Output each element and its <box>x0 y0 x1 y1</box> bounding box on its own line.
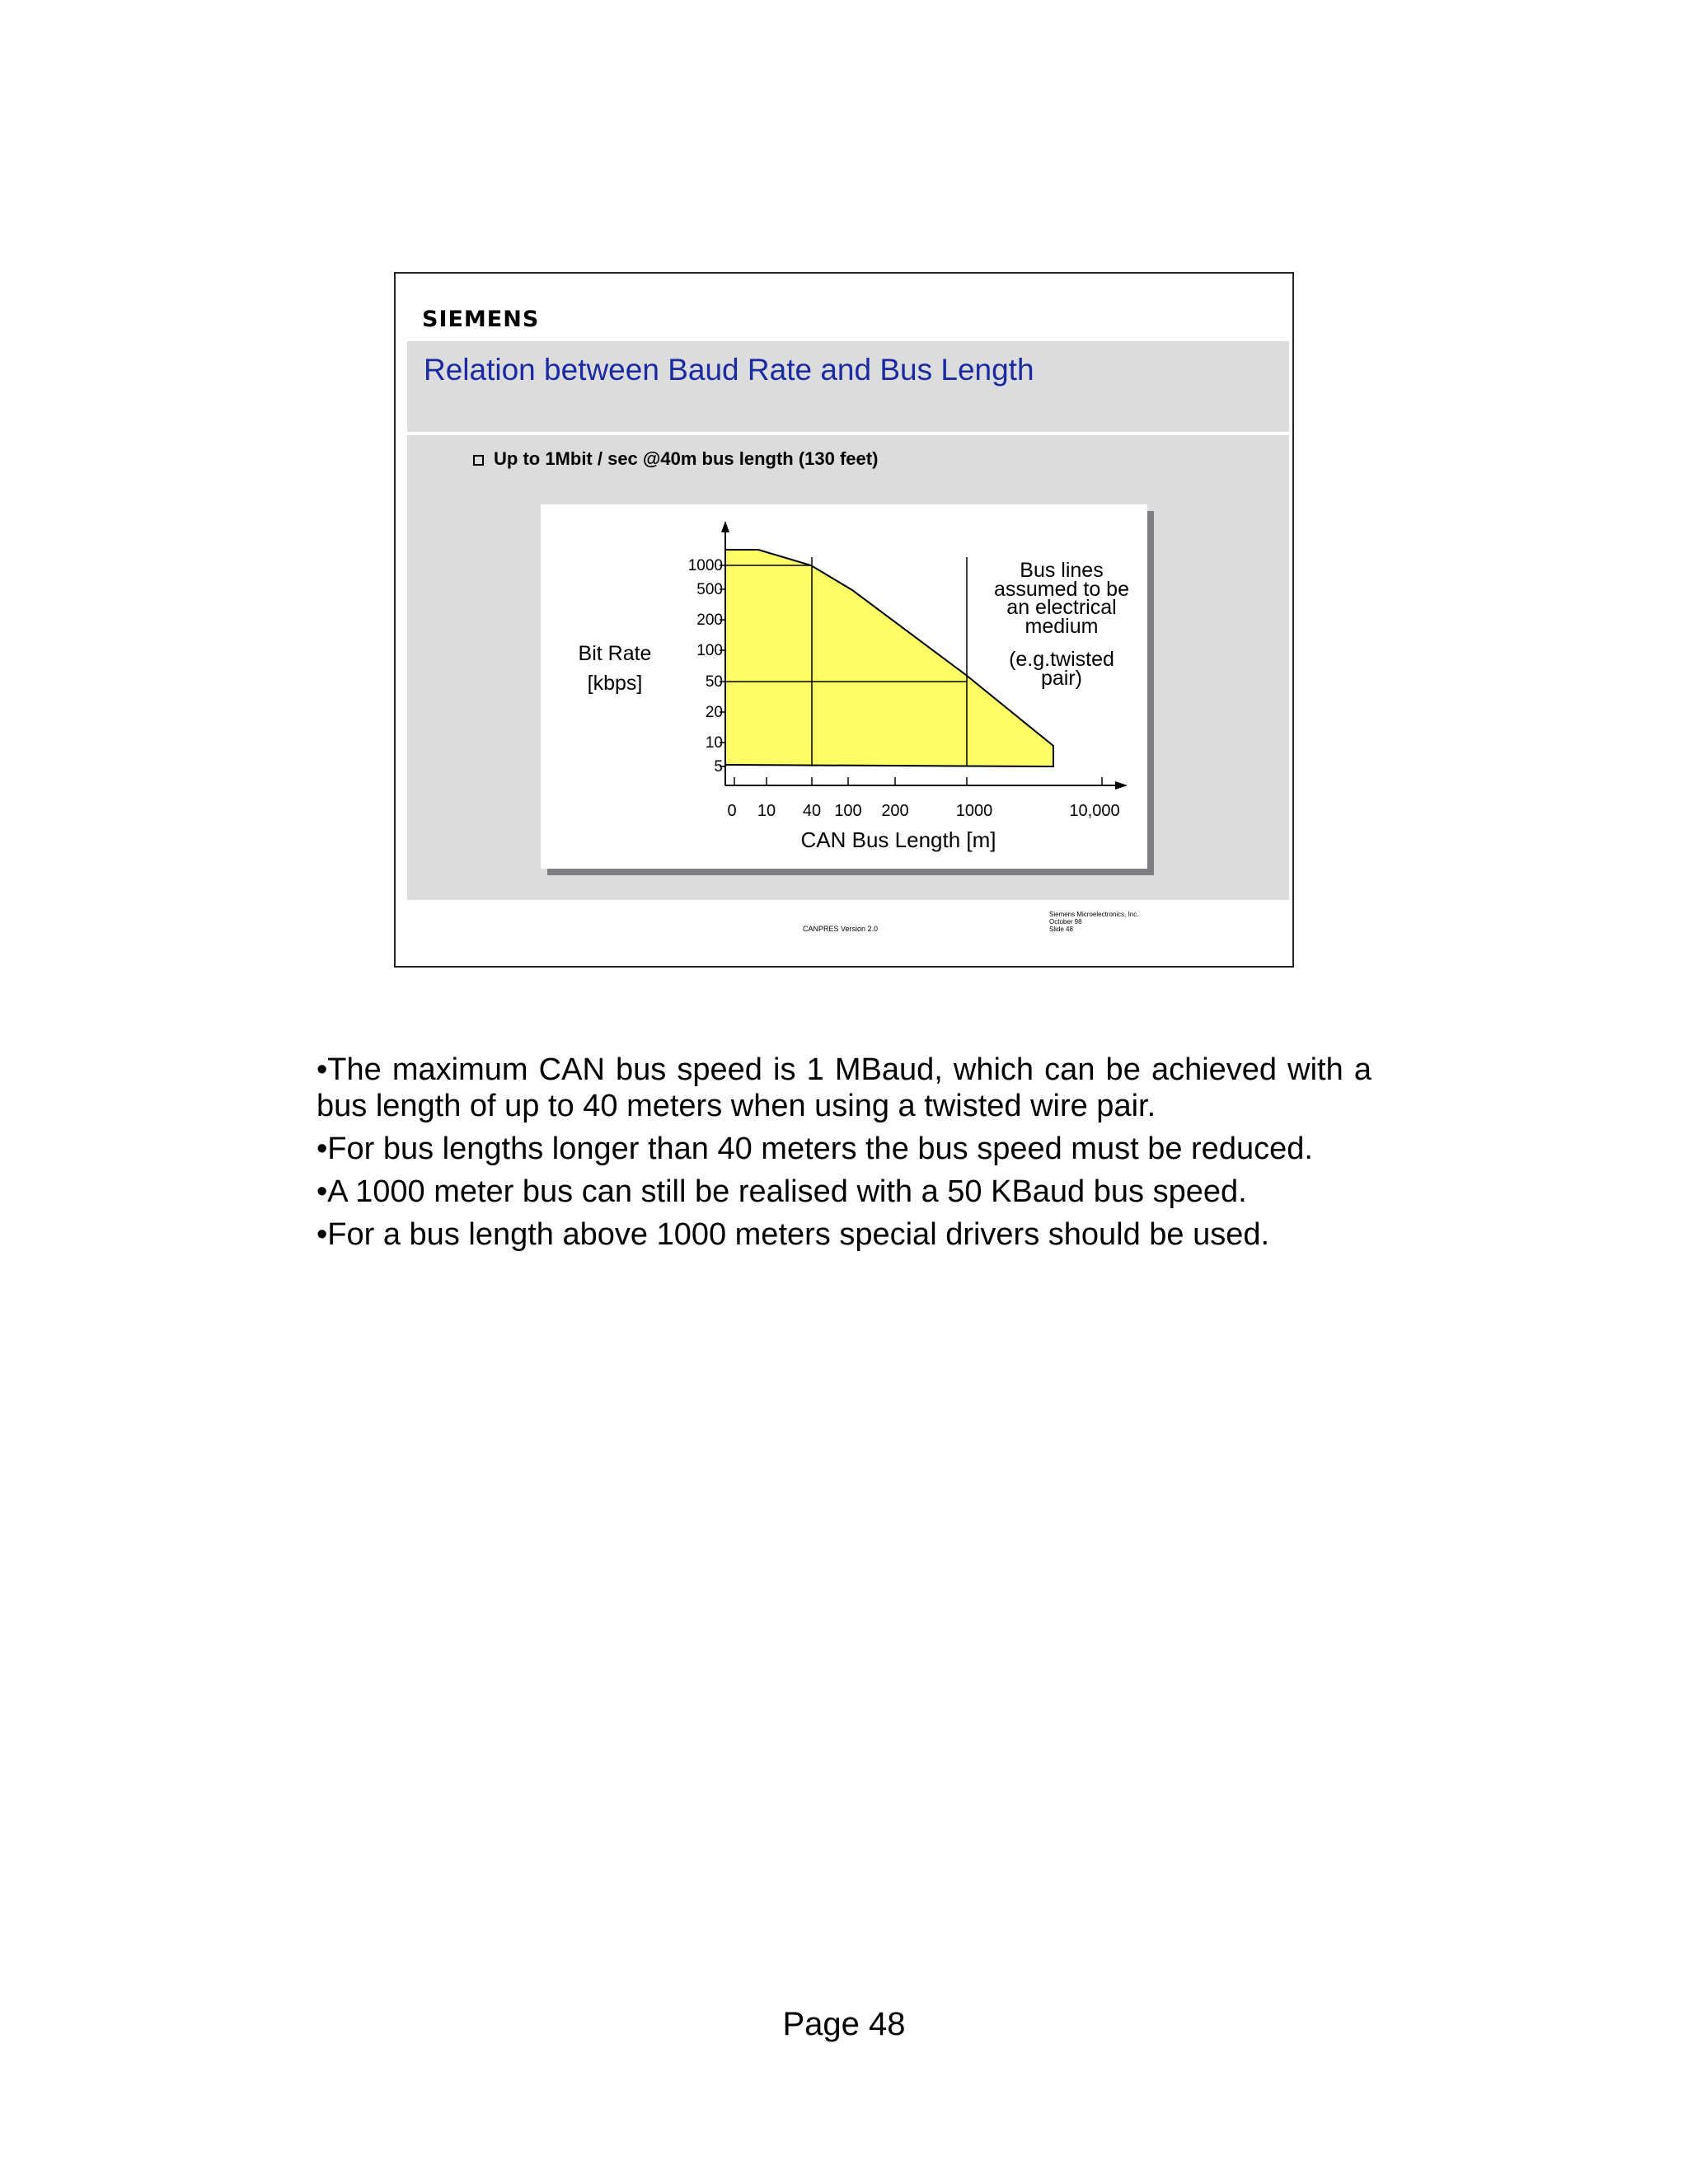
slide-footer-slide: Slide 48 <box>1049 926 1073 933</box>
y-axis-title-line2: [kbps] <box>587 672 643 695</box>
chart-panel <box>541 504 1147 869</box>
x-tick-label-10,000: 10,000 <box>1069 802 1120 820</box>
y-tick-label-1000: 1000 <box>687 557 723 574</box>
annotation-line-6: pair) <box>1040 667 1083 690</box>
slide-title: Relation between Baud Rate and Bus Length <box>424 353 1034 387</box>
annotation-line-1: Bus lines <box>1020 559 1104 582</box>
paragraph-1: •The maximum CAN bus speed is 1 MBaud, which can be achieved with a bus length of up to 40 meters when using a twisted wire pair. <box>316 1052 1372 1123</box>
y-tick-label-50: 50 <box>705 673 723 691</box>
checkbox-bullet-icon <box>473 455 484 466</box>
x-tick-label-200: 200 <box>881 802 909 820</box>
y-tick-label-10: 10 <box>705 734 723 752</box>
paragraph-3: •A 1000 meter bus can still be realised with a 50 KBaud bus speed. <box>316 1174 1247 1209</box>
annotation-line-3: an electrical <box>1006 596 1117 619</box>
slide-footer-company: Siemens Microelectronics, Inc. <box>1049 911 1139 918</box>
x-tick-label-10: 10 <box>757 802 776 820</box>
y-tick-label-100: 100 <box>696 642 723 659</box>
x-tick-label-40: 40 <box>802 802 822 820</box>
annotation-line-4: medium <box>1025 615 1099 638</box>
annotation-line-2: assumed to be <box>994 578 1129 601</box>
slide-bullet-text: Up to 1Mbit / sec @40m bus length (130 feet) <box>494 448 879 469</box>
slide-footer-date: October 98 <box>1049 918 1082 926</box>
slide-bullet <box>473 448 878 470</box>
x-tick-label-100: 100 <box>834 802 862 820</box>
slide-footer-info <box>1049 911 1138 933</box>
page-number: Page 48 <box>782 2006 906 2042</box>
paragraph-2: •For bus lengths longer than 40 meters the bus speed must be reduced. <box>316 1132 1313 1166</box>
y-tick-label-200: 200 <box>696 612 723 629</box>
slide-image <box>394 272 1294 968</box>
x-axis-arrow <box>1115 781 1128 790</box>
title-band <box>407 341 1289 432</box>
y-tick-label-5: 5 <box>714 758 723 776</box>
slide-footer-version: CANPRES Version 2.0 <box>803 925 879 933</box>
y-tick-label-500: 500 <box>696 581 723 598</box>
x-tick-label-1000: 1000 <box>955 802 993 820</box>
paragraph-4: •For a bus length above 1000 meters special drivers should be used. <box>316 1217 1270 1252</box>
x-tick-label-0: 0 <box>727 802 737 820</box>
y-axis-arrow <box>721 521 729 532</box>
annotation-line-5: (e.g.twisted <box>1009 648 1114 671</box>
content-band <box>407 435 1289 900</box>
body-text <box>316 1052 1372 1259</box>
y-axis-title-line1: Bit Rate <box>578 642 652 665</box>
y-tick-label-20: 20 <box>705 704 723 721</box>
x-axis-title: CAN Bus Length [m] <box>800 827 996 852</box>
baud-rate-chart <box>541 504 1147 869</box>
siemens-logo: SIEMENS <box>422 307 540 332</box>
